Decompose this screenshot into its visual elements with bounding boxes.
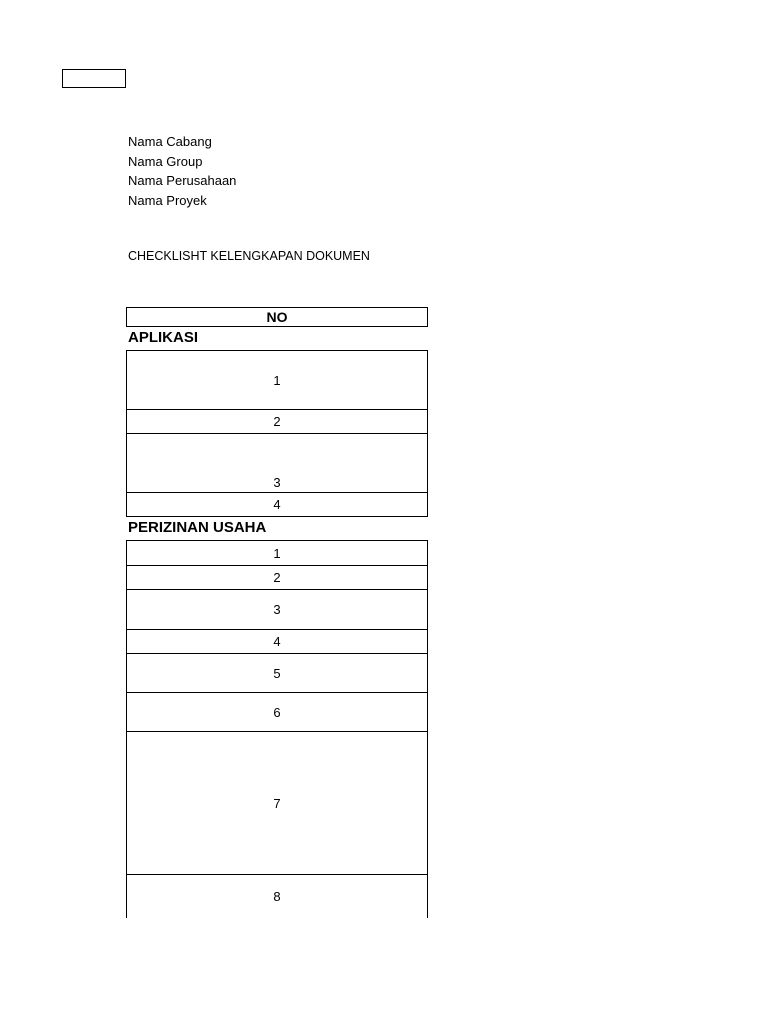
row-number: 4 xyxy=(273,497,281,512)
table-row xyxy=(126,692,428,732)
table-row xyxy=(126,874,428,918)
row-number: 5 xyxy=(273,665,281,681)
row-number: 2 xyxy=(273,570,281,585)
row-number: 1 xyxy=(273,372,281,388)
row-number: 2 xyxy=(273,414,281,429)
section-heading-perizinan-usaha: PERIZINAN USAHA xyxy=(128,519,267,536)
table-row xyxy=(126,653,428,693)
info-block xyxy=(128,132,236,210)
table-row xyxy=(126,589,428,630)
table-row xyxy=(126,409,428,434)
table-row xyxy=(126,629,428,654)
row-number: 8 xyxy=(273,888,281,904)
row-number: 3 xyxy=(273,475,281,490)
branch-name-label: Nama Cabang xyxy=(128,134,212,149)
row-number: 1 xyxy=(273,545,281,561)
section-heading-aplikasi: APLIKASI xyxy=(128,329,199,346)
company-name-label: Nama Perusahaan xyxy=(128,173,237,188)
table-row xyxy=(126,492,428,517)
row-number: 7 xyxy=(273,795,281,811)
table-row xyxy=(126,731,428,875)
row-number: 3 xyxy=(273,602,281,617)
row-number: 4 xyxy=(273,634,281,649)
row-number: 6 xyxy=(273,704,281,720)
table-header-no xyxy=(126,307,428,327)
empty-box xyxy=(62,69,126,88)
document-title: CHECKLISHT KELENGKAPAN DOKUMEN xyxy=(128,249,370,263)
table-header-no-label: NO xyxy=(266,309,288,325)
table-row xyxy=(126,350,428,410)
group-name-label: Nama Group xyxy=(128,153,203,169)
table-row xyxy=(126,540,428,566)
table-row xyxy=(126,433,428,493)
table-row xyxy=(126,565,428,590)
project-name-label: Nama Proyek xyxy=(128,192,207,208)
